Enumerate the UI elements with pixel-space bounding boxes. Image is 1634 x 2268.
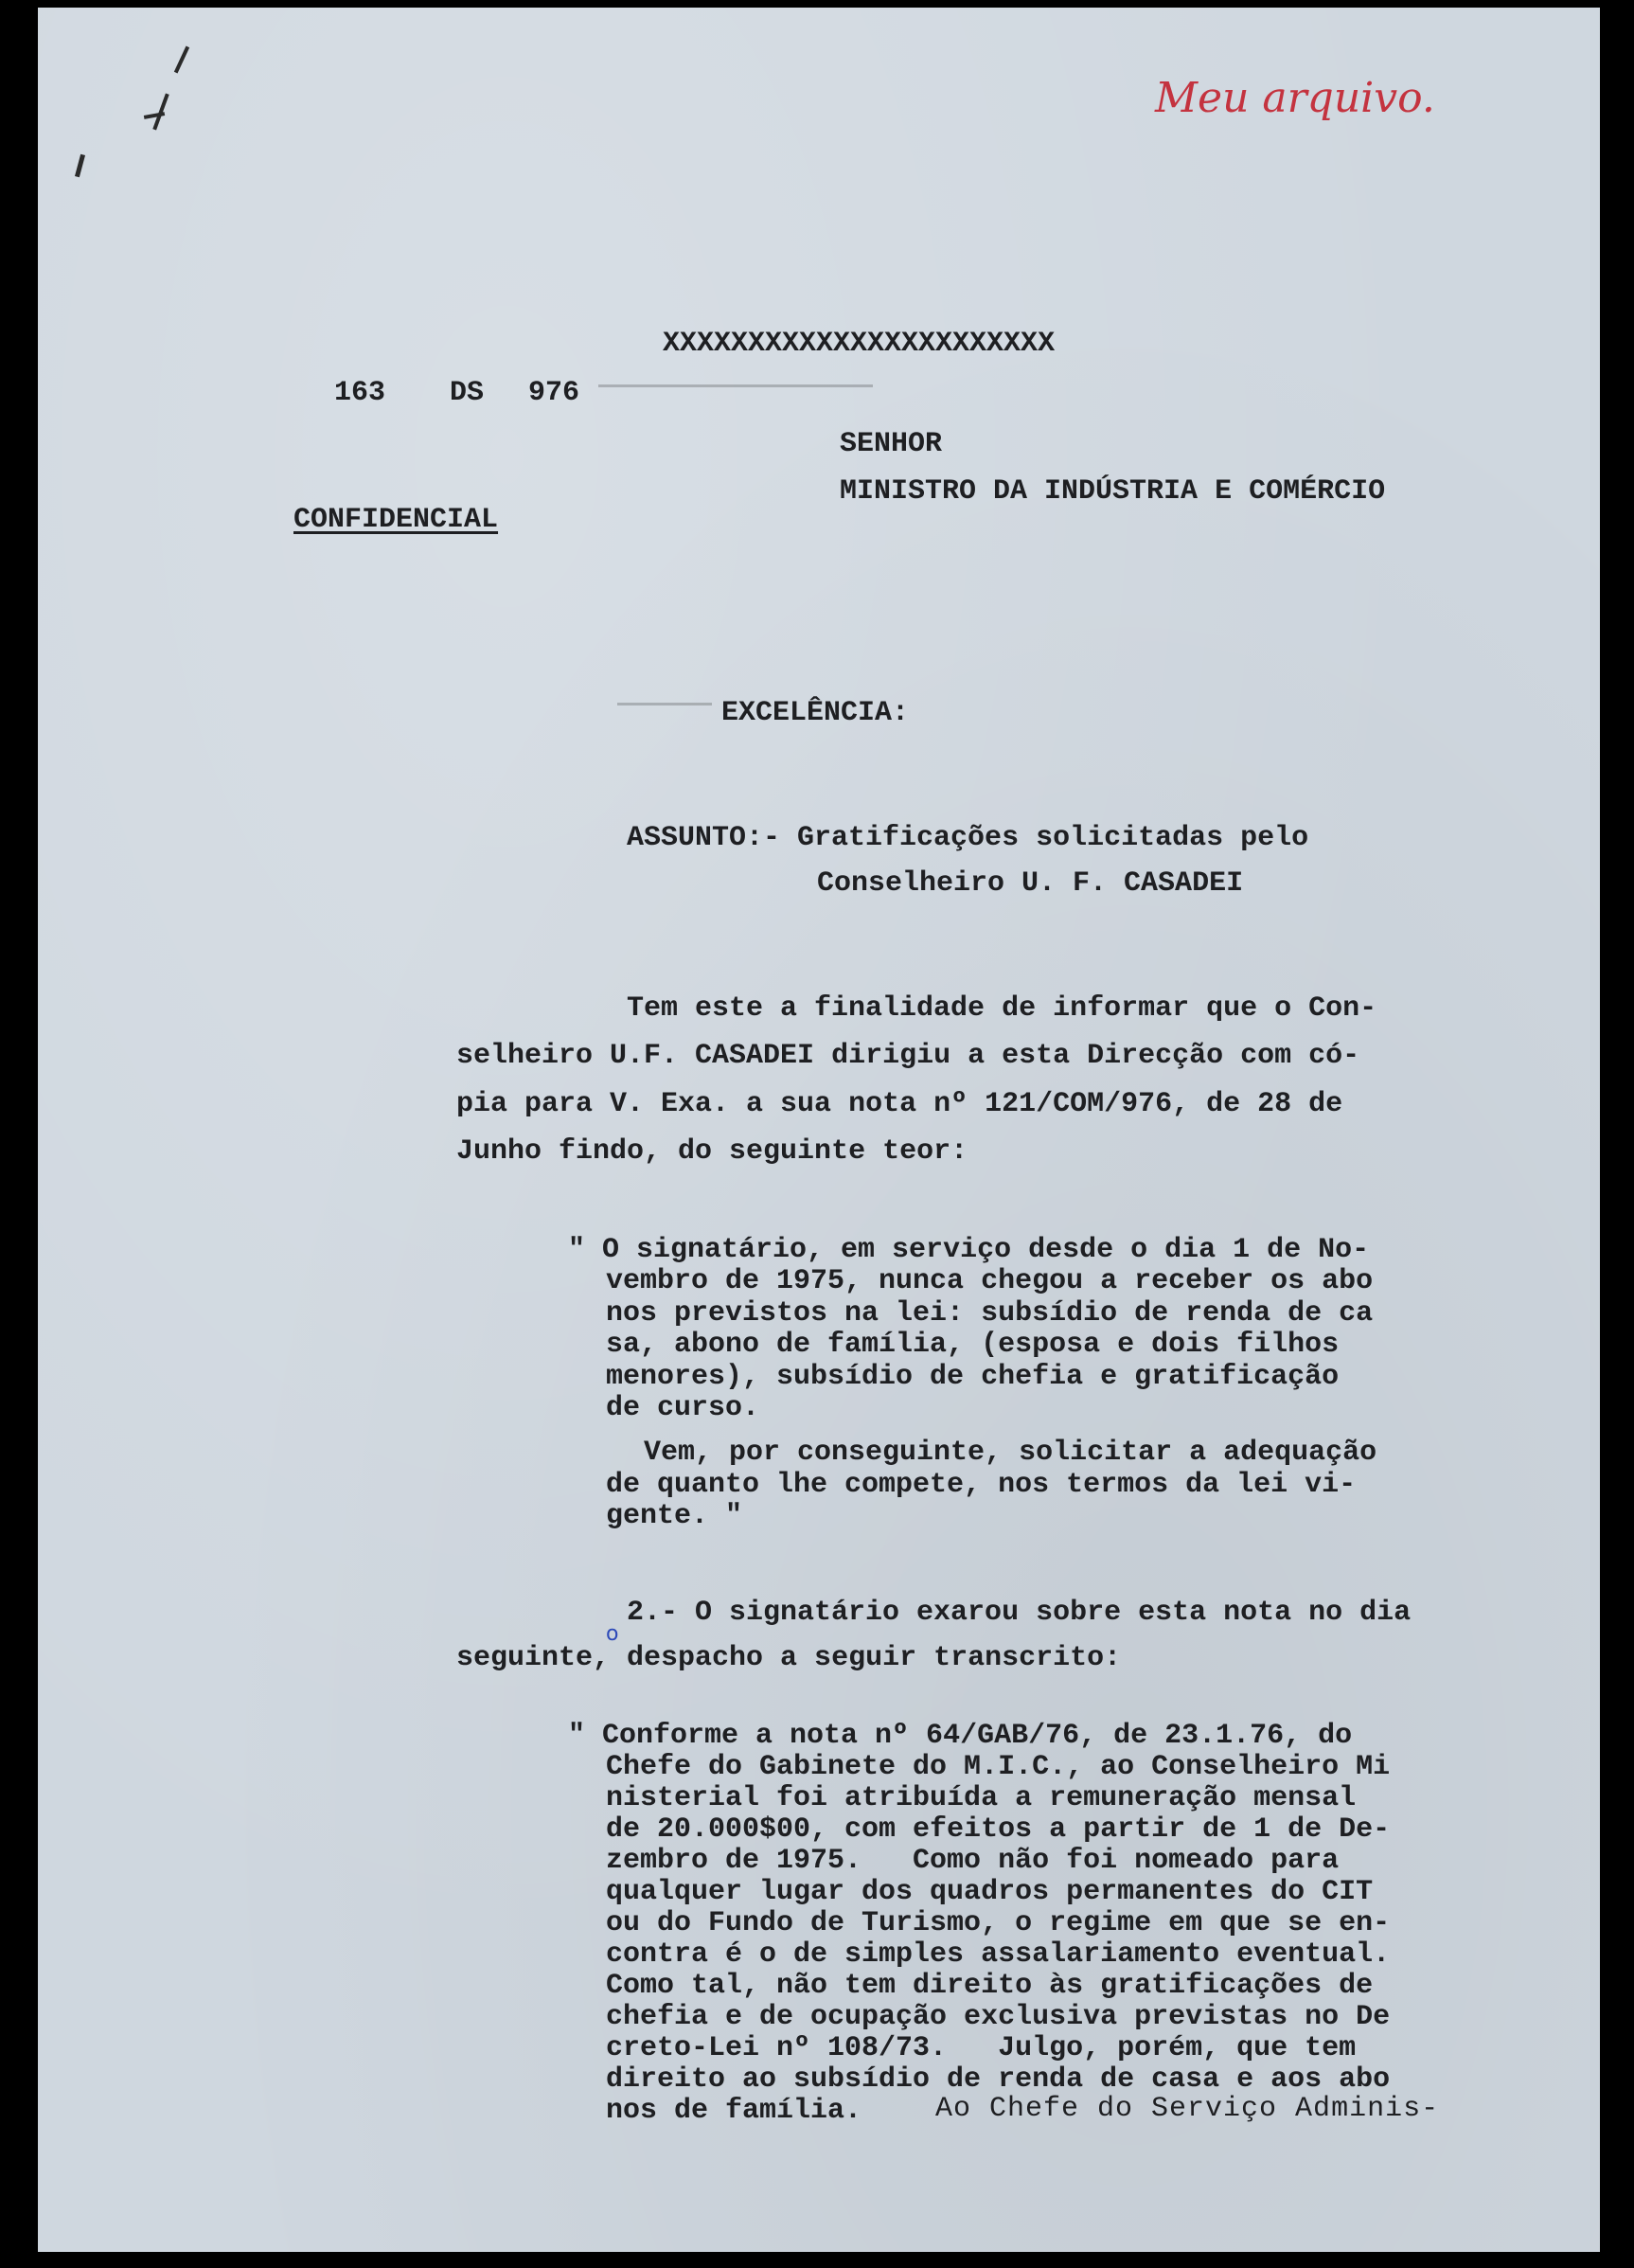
pen-mark: [75, 154, 85, 177]
quote-line: ou do Fundo de Turismo, o regime em que se en-: [606, 1907, 1391, 1939]
body-line: Junho findo, do seguinte teor:: [456, 1135, 968, 1168]
quote-line-continuation: Ao Chefe do Serviço Adminis-: [935, 2093, 1440, 2125]
quote-line: de quanto lhe compete, nos termos da lei vi-: [606, 1469, 1357, 1501]
quote-line: nisterial foi atribuída a remuneração mensal: [606, 1782, 1357, 1814]
quote-line: " Conforme a nota nº 64/GAB/76, de 23.1.76, do: [568, 1720, 1353, 1752]
body-line: 2.- O signatário exarou sobre esta nota no dia: [627, 1597, 1412, 1629]
faint-stroke: [617, 703, 712, 705]
handwritten-mark: o: [606, 1622, 619, 1646]
recipient-office: MINISTRO DA INDÚSTRIA E COMÉRCIO: [840, 475, 1386, 508]
classification-label: CONFIDENCIAL: [293, 504, 499, 536]
reference-year: 976: [528, 377, 580, 409]
subject-line-1: ASSUNTO:- Gratificações solicitadas pelo: [627, 822, 1309, 854]
pen-mark: [144, 112, 165, 119]
subject-line-2: Conselheiro U. F. CASADEI: [817, 867, 1244, 900]
quote-line: creto-Lei nº 108/73. Julgo, porém, que tem: [606, 2032, 1357, 2064]
quote-line: vembro de 1975, nunca chegou a receber os abo: [606, 1265, 1374, 1297]
quote-line: contra é o de simples assalariamento eventual.: [606, 1938, 1391, 1971]
salutation: EXCELÊNCIA:: [721, 697, 910, 729]
redacted-line: XXXXXXXXXXXXXXXXXXXXXXX: [663, 328, 1056, 360]
quote-line: Como tal, não tem direito às gratificações de: [606, 1970, 1374, 2002]
reference-code: DS: [450, 377, 485, 409]
quote-line: chefia e de ocupação exclusiva previstas no De: [606, 2001, 1391, 2033]
quote-line: gente. ": [606, 1500, 743, 1532]
pen-mark: [174, 46, 189, 74]
reference-number: 163: [334, 377, 386, 409]
quote-line: direito ao subsídio de renda de casa e aos abo: [606, 2063, 1391, 2096]
quote-line: nos de família.: [606, 2095, 862, 2127]
recipient-title: SENHOR: [840, 428, 943, 460]
quote-line: de curso.: [606, 1392, 760, 1424]
quote-line: " O signatário, em serviço desde o dia 1 de No-: [568, 1234, 1370, 1266]
quote-line: sa, abono de família, (esposa e dois filhos: [606, 1329, 1340, 1361]
quote-line: menores), subsídio de chefia e gratificação: [606, 1361, 1340, 1393]
handwritten-note: Meu arquivo.: [1155, 74, 1435, 122]
quote-line: qualquer lugar dos quadros permanentes do CIT: [606, 1876, 1374, 1908]
quote-line: nos previstos na lei: subsídio de renda de ca: [606, 1297, 1374, 1330]
document-page: [38, 8, 1600, 2252]
quote-line: Vem, por conseguinte, solicitar a adequação: [644, 1437, 1377, 1469]
quote-line: Chefe do Gabinete do M.I.C., ao Conselheiro Mi: [606, 1751, 1391, 1783]
faint-stroke: [598, 384, 873, 387]
body-line: Tem este a finalidade de informar que o Con-: [627, 992, 1377, 1025]
body-line: pia para V. Exa. a sua nota nº 121/COM/976, de 28 de: [456, 1088, 1343, 1120]
quote-line: zembro de 1975. Como não foi nomeado para: [606, 1845, 1340, 1877]
body-line: seguinte, despacho a seguir transcrito:: [456, 1642, 1122, 1674]
quote-line: de 20.000$00, com efeitos a partir de 1 de De-: [606, 1813, 1391, 1846]
body-line: selheiro U.F. CASADEI dirigiu a esta Direcção com có-: [456, 1040, 1360, 1072]
